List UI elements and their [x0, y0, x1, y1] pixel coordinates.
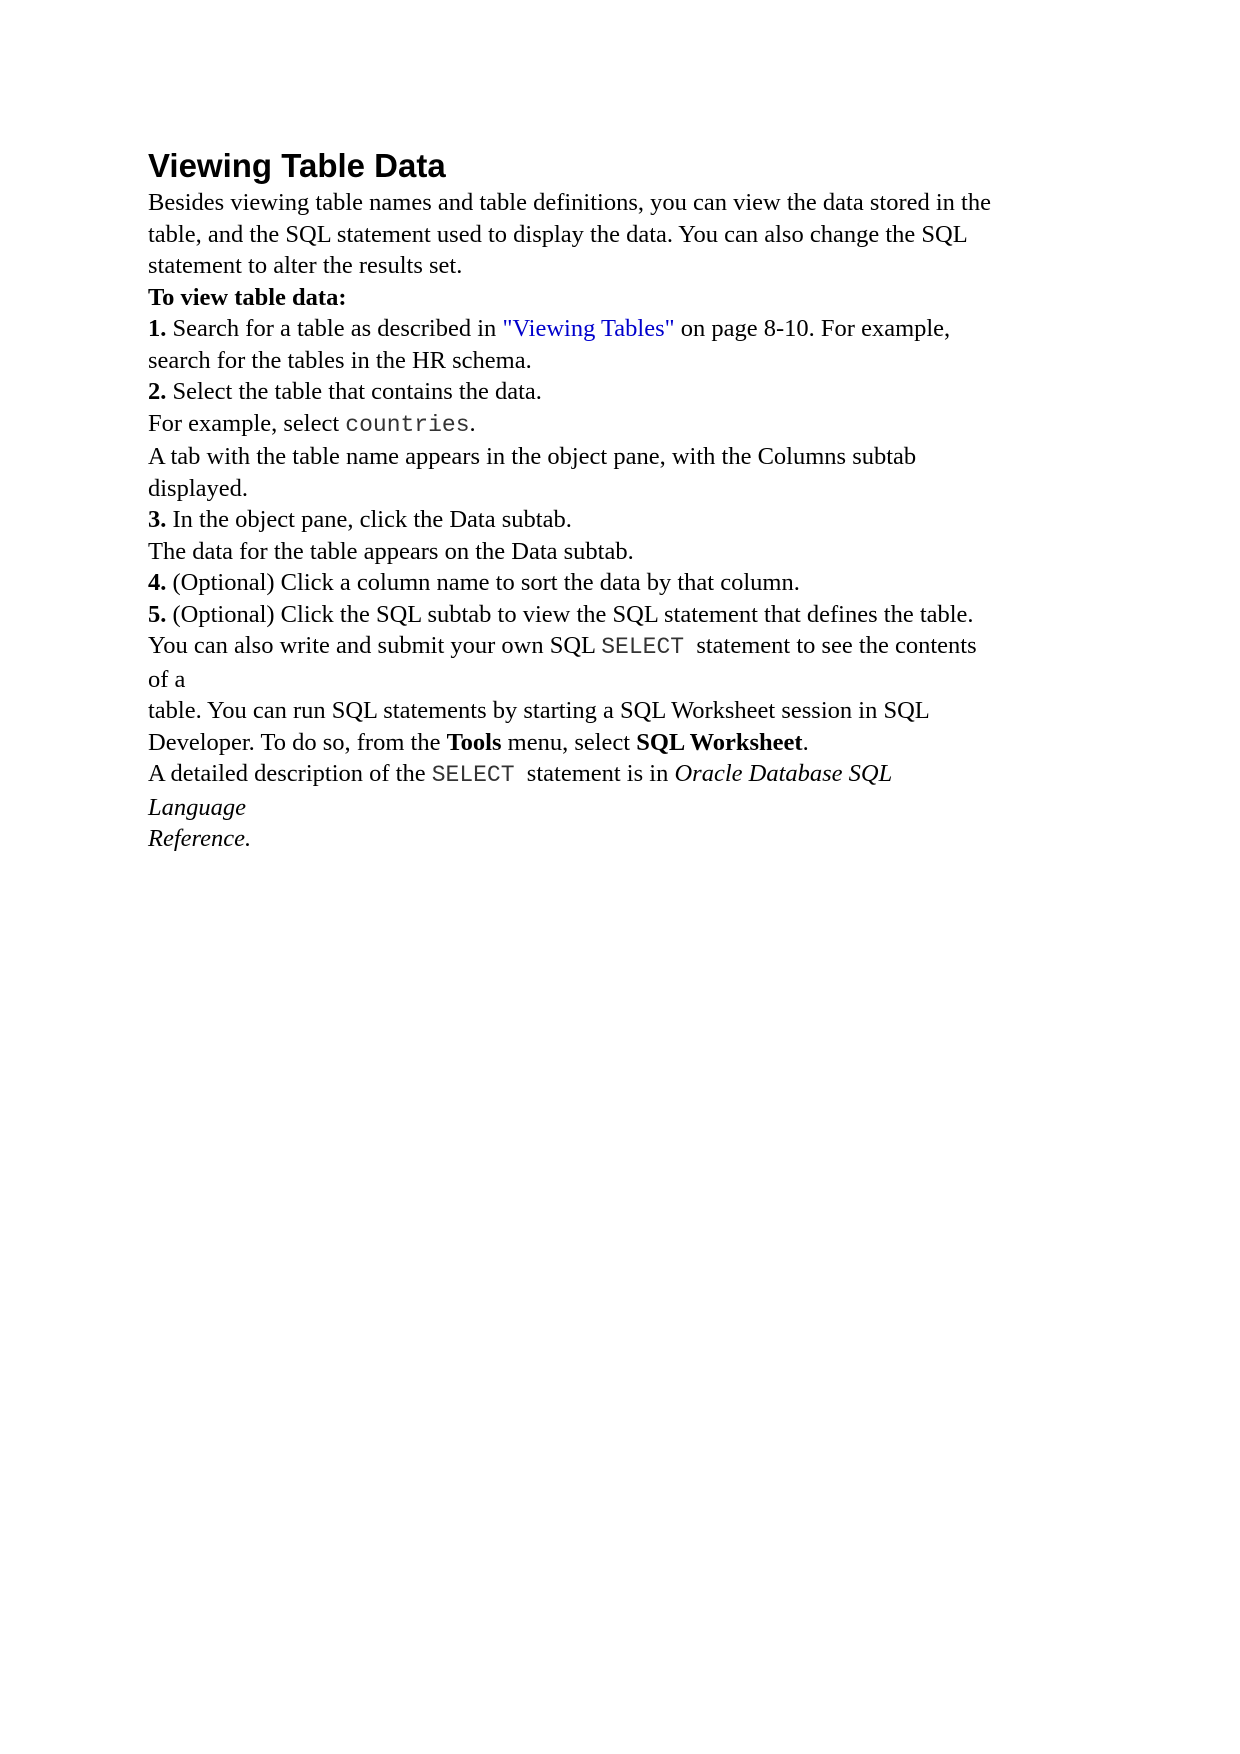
reference-book-title-3: Reference: [148, 825, 246, 852]
note-line-1: [148, 630, 1108, 664]
step-3: [148, 504, 1108, 536]
reference-line-1-pre: A detailed description of the: [148, 760, 432, 787]
step-3-number: 3.: [148, 506, 167, 533]
sql-worksheet-ref: SQL Worksheet: [636, 728, 803, 756]
note-line-3: table. You can run SQL statements by starting a SQL Worksheet session in SQL: [148, 697, 930, 724]
viewing-tables-link[interactable]: "Viewing Tables": [502, 315, 675, 342]
step-5: [148, 599, 1108, 631]
step-1-text-post: on page 8-10. For example,: [674, 315, 951, 342]
note-line-2: of a: [148, 665, 186, 693]
tools-menu-ref: Tools: [446, 728, 502, 756]
note-line-4-post: .: [802, 728, 809, 756]
countries-code: countries: [345, 411, 470, 438]
step-4-text: (Optional) Click a column name to sort the data by that column.: [166, 569, 800, 596]
intro-line-2: table, and the SQL statement used to display the data. You can also change the SQL: [148, 220, 968, 248]
reference-line-2: Language: [148, 793, 246, 821]
step-2-result-line-1: A tab with the table name appears in the object pane, with the Columns subtab: [148, 443, 917, 470]
select-code-1: SELECT: [601, 634, 685, 660]
step-2-number: 2.: [148, 378, 167, 405]
note-line-4-pre: Developer. To do so, from the: [148, 728, 447, 756]
step-3-result: The data for the table appears on the Data subtab.: [148, 537, 634, 565]
step-2-example-pre: For example, select: [148, 409, 346, 437]
page-title: Viewing Table Data: [148, 147, 446, 184]
note-line-4: [148, 727, 1108, 759]
select-code-2: SELECT: [431, 762, 515, 788]
reference-line-1-post: statement is in: [514, 760, 675, 787]
step-3-text: In the object pane, click the Data subtab.: [166, 506, 572, 533]
step-1-number: 1.: [148, 315, 167, 342]
step-2-result-line-2: displayed.: [148, 474, 249, 502]
document-page: [148, 146, 1108, 855]
step-4: [148, 567, 1108, 599]
reference-line-3-post: .: [245, 825, 252, 852]
note-line-4-mid: menu, select: [501, 728, 637, 756]
step-5-text: (Optional) Click the SQL subtab to view the SQL statement that defines the table.: [166, 600, 974, 628]
step-1: [148, 313, 1108, 345]
reference-line-3: [148, 823, 1108, 855]
step-4-number: 4.: [148, 569, 167, 596]
step-2-example-post: .: [469, 409, 476, 437]
step-2: [148, 376, 1108, 408]
reference-book-title-1: Oracle Database SQL: [674, 760, 893, 787]
step-1-text-pre: Search for a table as described in: [166, 315, 503, 342]
intro-line-1: Besides viewing table names and table definitions, you can view the data stored in the: [148, 189, 991, 216]
note-line-1-pre: You can also write and submit your own SQL: [148, 632, 602, 659]
intro-line-3: statement to alter the results set.: [148, 252, 463, 279]
note-line-1-post: statement to see the contents: [684, 632, 977, 659]
procedure-heading: To view table data:: [148, 283, 347, 311]
reference-line-1: [148, 758, 1108, 792]
step-2-text: Select the table that contains the data.: [166, 378, 542, 405]
step-2-example: [148, 408, 1108, 442]
step-1-continuation: search for the tables in the HR schema.: [148, 346, 532, 374]
step-5-number: 5.: [148, 600, 167, 628]
